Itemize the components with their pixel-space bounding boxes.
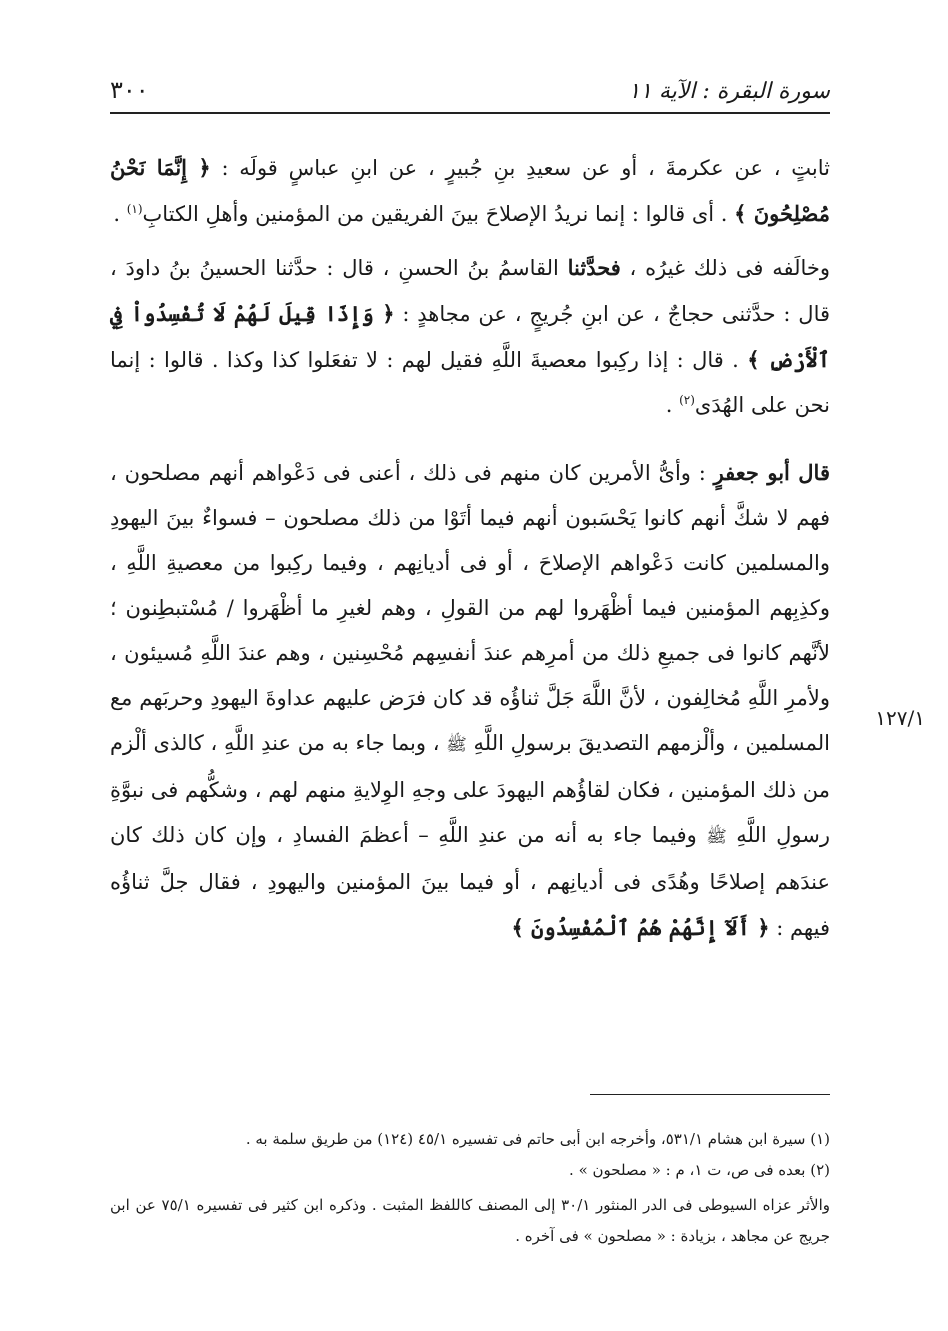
text-run: القاسمُ بنُ الحسنِ ، قال : حدَّثنا الحسينُ بنُ داودَ ، قال : حدَّثنى حجاجٌ ، عن ابنِ جُريجٍ ، عن مجاهدٍ : [110,256,831,326]
text-run: . [113,202,127,226]
footnotes [110,1124,830,1252]
text-run: . أى قالوا : إنما نريدُ الإصلاحَ بينَ الفريقين من المؤمنين وأهلِ الكتابِ [142,202,735,226]
quran-quote: ﴿ أَلَآ إِنَّهُمْ هُمُ ٱلْمُفْسِدُونَ ﴾ [511,915,770,940]
quran-quote: ﴿ وَإِذَا قِيلَ لَهُمْ لَا تُفْسِدُواْ فِي ٱلْأَرْضِ ﴾ [110,301,831,372]
bold-text: فحدَّثنا [567,255,621,280]
footnote-ref-1: (١) [126,202,143,216]
salawat-glyph: ﷺ [446,735,467,755]
text-run: ثابتٍ ، عن عكرمةَ ، أو عن سعيدِ بنِ جُبيرٍ ، عن ابنِ عباسٍ قولَه : [210,156,831,180]
speaker-heading: قال أبو جعفرٍ [713,460,830,485]
paragraph-3 [110,450,830,951]
footnote-1: (١) سيرة ابن هشام ٥٣١/١، وأخرجه ابن أبى حاتم فى تفسيره ٤٥/١ (١٢٤) من طريق سلمة به . [245,1130,830,1148]
header-rule [110,112,830,114]
margin-reference: ١٢٧/١ [875,706,925,730]
footnote-ref-2: (٢) [679,393,695,407]
text-run: . [665,393,680,417]
page-header [110,60,830,104]
text-run: : وأىُّ الأمرين كان منهم فى ذلك ، أعنى فى دَعْواهم أنهم مصلحون ، فهم لا شكَّ أنهم كانوا يَحْسَبون أنهم فيما أتَوْا من ذلك مصلحون – فسواءٌ بينَ اليهودِ والمسلمين كانت دَعْواهم الإصلاحَ ، أو فى أديانِهم ، وفيما ركِبوا من معصيةِ اللَّهِ ، وكذِبِهم المؤمنين فيما أظْهَروا لهم من القولِ ، وهم لغيرِ ما أظْهَروا / مُسْتبطِنون ؛ لأنَّهم كانوا فى جميعِ ذلك من أمرِهم عندَ أنفسِهم مُحْسِنين ، وهم عندَ اللَّهِ مُسيئون ، ولأمرِ اللَّهِ مُخالِفون ، لأنَّ اللَّهَ جَلَّ ثناؤُه قد كان فرَض عليهم عداوةَ اليهودِ وحربَهم مع المسلمين ، وألْزمهم التصديقَ برسولِ اللَّهِ [110,461,830,755]
text-run: وخالَفه فى ذلك غيرُه ، [620,256,831,280]
text-run: ، وبما جاء به من عندِ اللَّهِ ، كالذى ألْزم من ذلك المؤمنين ، فكان لقاؤُهم اليهودَ على وجهِ الوِلايةِ منهم لهم ، وشكُّهم فى نبوَّةِ رسولِ اللَّهِ [110,731,831,847]
salawat-glyph: ﷺ [706,827,727,847]
paragraph-2 [110,245,830,428]
footnote-rule [590,1094,830,1095]
quran-quote: ﴿ إِنَّمَا نَحْنُ مُصْلِحُونَ ﴾ [110,155,830,226]
page-number: ٣٠٠ [110,76,149,104]
text-run: . قال : إذا ركِبوا معصيةَ اللَّهِ فقيل لهم : لا تفعَلوا كذا وكذا . قالوا : إنما نحن على الهُدَى [110,348,830,417]
main-text [110,145,830,951]
paragraph-1 [110,145,830,237]
running-title: سورة البقرة : الآية ١١ [628,79,830,104]
footnote-2: (٢) بعده فى ص، ت ١، م : « مصلحون » . [569,1161,830,1179]
text-run: وفيما جاء به أنه من عندِ اللَّهِ – أعظمَ الفسادِ ، وإن كان ذلك كان عندَهم إصلاحًا وهُدًى فى أديانِهم ، أو فيما بينَ المؤمنين واليهودِ ، فقال جلَّ ثناؤُه فيهم : [110,823,830,940]
footnote-note: والأثر عزاه السيوطى فى الدر المنثور ٣٠/١ إلى المصنف كاللفظ المثبت . وذكره ابن كثير فى تفسيره ٧٥/١ عن ابن جريج عن مجاهد ، بزيادة : « مصلحون » فى آخره . [110,1196,830,1245]
